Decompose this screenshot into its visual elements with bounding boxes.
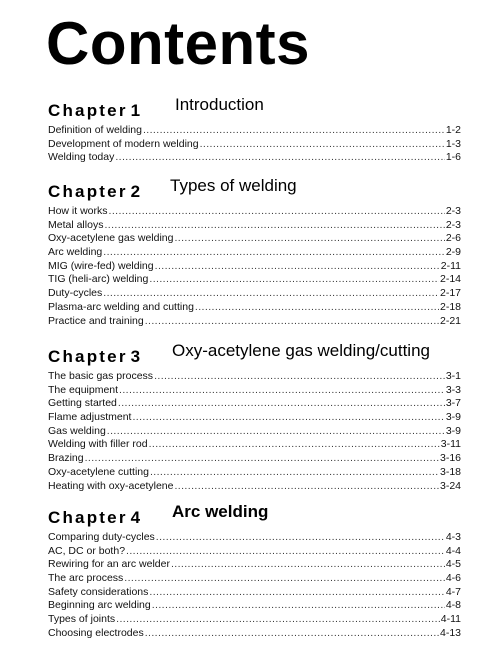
toc-entry-page: 3-3 (445, 383, 461, 396)
toc-entry-page: 4-4 (445, 544, 461, 557)
dot-leader (103, 246, 445, 260)
toc-entry-title: MIG (wire-fed) welding (48, 259, 154, 272)
toc-entry-title: Heating with oxy-acetylene (48, 479, 174, 492)
dot-leader (124, 572, 445, 586)
toc-entry-page: 2-17 (439, 287, 461, 300)
toc-entry-page: 3-24 (439, 479, 461, 492)
page-title: Contents (46, 10, 310, 77)
dot-leader (174, 480, 439, 494)
chapter-number: 1 (130, 101, 141, 120)
toc-list (48, 531, 461, 641)
toc-entry[interactable] (48, 572, 461, 586)
toc-entry[interactable] (48, 370, 461, 384)
dot-leader (145, 315, 439, 329)
toc-entry-title: Duty-cycles (48, 287, 103, 300)
chapter-heading (48, 176, 461, 200)
dot-leader (150, 466, 439, 480)
toc-entry-title: Oxy-acetylene gas welding (48, 232, 174, 245)
chapter-title: Types of welding (170, 176, 297, 195)
toc-list (48, 124, 461, 165)
toc-entry-page: 2-6 (445, 232, 461, 245)
toc-entry-title: Metal alloys (48, 218, 104, 231)
chapter-label: Chapter (48, 101, 128, 120)
chapter-4 (48, 502, 461, 641)
toc-entry-title: Welding with filler rod (48, 438, 148, 451)
toc-entry[interactable] (48, 466, 461, 480)
toc-entry[interactable] (48, 531, 461, 545)
dot-leader (132, 411, 444, 425)
toc-entry-title: Choosing electrodes (48, 626, 144, 639)
toc-entry-title: Types of joints (48, 613, 116, 626)
toc-list (48, 205, 461, 328)
toc-entry[interactable] (48, 397, 461, 411)
dot-leader (195, 301, 439, 315)
dot-leader (118, 397, 445, 411)
toc-entry-title: Welding today (48, 151, 115, 164)
dot-leader (116, 613, 440, 627)
toc-entry-title: Safety considerations (48, 585, 149, 598)
toc-entry[interactable] (48, 138, 461, 152)
chapter-2 (48, 176, 461, 328)
chapter-title: Arc welding (172, 502, 269, 521)
toc-entry-page: 4-13 (439, 626, 461, 639)
toc-entry-title: Development of modern welding (48, 137, 199, 150)
toc-entry-page: 3-16 (439, 452, 461, 465)
dot-leader (149, 438, 440, 452)
chapter-number: 4 (130, 508, 141, 527)
chapter-label: Chapter (48, 347, 128, 366)
toc-entry-title: Practice and training (48, 314, 144, 327)
dot-leader (155, 260, 440, 274)
chapter-3 (48, 341, 461, 493)
toc-entry-title: TIG (heli-arc) welding (48, 273, 149, 286)
toc-entry-title: Oxy-acetylene cutting (48, 465, 149, 478)
toc-entry-page: 2-21 (439, 314, 461, 327)
dot-leader (145, 627, 439, 641)
chapter-label: Chapter (48, 508, 128, 527)
chapter-label: Chapter (48, 182, 128, 201)
toc-list (48, 370, 461, 493)
toc-entry-title: Brazing (48, 452, 84, 465)
toc-entry-page: 4-3 (445, 531, 461, 543)
toc-entry-page: 3-1 (445, 370, 461, 382)
toc-entry-title: Beginning arc welding (48, 599, 151, 612)
chapter-1 (48, 95, 461, 165)
toc-entry-page: 2-14 (439, 273, 461, 286)
toc-entry-title: Rewiring for an arc welder (48, 558, 170, 571)
toc-entry-page: 4-6 (445, 572, 461, 585)
toc-entry[interactable] (48, 480, 461, 494)
toc-entry-page: 1-3 (445, 137, 461, 150)
toc-entry-title: Getting started (48, 397, 117, 410)
toc-entry[interactable] (48, 452, 461, 466)
toc-entry[interactable] (48, 287, 461, 301)
chapter-title: Introduction (175, 95, 264, 114)
toc-entry[interactable] (48, 301, 461, 315)
dot-leader (104, 219, 444, 233)
dot-leader (143, 124, 445, 138)
chapter-title: Oxy-acetylene gas welding/cutting (172, 341, 430, 360)
dot-leader (154, 370, 445, 384)
dot-leader (119, 384, 445, 398)
chapter-heading (48, 502, 461, 526)
chapter-number: 2 (130, 182, 141, 201)
toc-entry-page: 3-9 (445, 411, 461, 424)
toc-entry-title: Comparing duty-cycles (48, 531, 155, 543)
dot-leader (107, 425, 445, 439)
chapter-heading (48, 95, 461, 119)
toc-entry-page: 3-18 (439, 465, 461, 478)
toc-entry[interactable] (48, 627, 461, 641)
toc-entry[interactable] (48, 260, 461, 274)
toc-entry-page: 2-11 (440, 259, 461, 272)
toc-entry-page: 2-3 (445, 205, 461, 217)
toc-entry[interactable] (48, 151, 461, 165)
dot-leader (152, 599, 445, 613)
toc-entry-page: 3-9 (445, 424, 461, 437)
toc-entry[interactable] (48, 586, 461, 600)
dot-leader (200, 138, 445, 152)
toc-entry[interactable] (48, 124, 461, 138)
chapter-heading (48, 341, 461, 365)
toc-entry[interactable] (48, 232, 461, 246)
dot-leader (156, 531, 445, 545)
toc-entry[interactable] (48, 558, 461, 572)
dot-leader (103, 287, 439, 301)
toc-entry-title: The arc process (48, 572, 124, 585)
toc-entry-title: Flame adjustment (48, 411, 132, 424)
toc-entry-title: How it works (48, 205, 108, 217)
toc-entry[interactable] (48, 411, 461, 425)
dot-leader (149, 273, 439, 287)
dot-leader (115, 151, 444, 165)
toc-entry-page: 4-8 (445, 599, 461, 612)
toc-entry-page: 3-11 (440, 438, 461, 451)
toc-entry-page: 4-7 (445, 585, 461, 598)
dot-leader (126, 545, 445, 559)
toc-entry[interactable] (48, 315, 461, 329)
toc-entry-page: 2-9 (445, 246, 461, 259)
toc-entry[interactable] (48, 219, 461, 233)
toc-entry-title: The basic gas process (48, 370, 154, 382)
dot-leader (85, 452, 439, 466)
toc-entry-page: 4-11 (440, 613, 461, 626)
toc-entry-title: Gas welding (48, 424, 106, 437)
dot-leader (171, 558, 445, 572)
toc-entry-page: 2-3 (445, 218, 461, 231)
toc-entry-title: The equipment (48, 383, 119, 396)
dot-leader (109, 205, 445, 219)
toc-entry[interactable] (48, 205, 461, 219)
toc-entry-page: 1-2 (445, 124, 461, 136)
toc-entry-title: AC, DC or both? (48, 544, 126, 557)
toc-entry[interactable] (48, 384, 461, 398)
toc-entry-page: 1-6 (445, 151, 461, 164)
dot-leader (149, 586, 444, 600)
toc-entry[interactable] (48, 613, 461, 627)
toc-entry-title: Definition of welding (48, 124, 142, 136)
toc-entry[interactable] (48, 545, 461, 559)
toc-entry[interactable] (48, 438, 461, 452)
toc-entry[interactable] (48, 273, 461, 287)
toc-entry[interactable] (48, 599, 461, 613)
chapter-number: 3 (130, 347, 141, 366)
toc-entry[interactable] (48, 425, 461, 439)
toc-entry-page: 2-18 (439, 300, 461, 313)
toc-entry-page: 4-5 (445, 558, 461, 571)
toc-entry-title: Plasma-arc welding and cutting (48, 300, 194, 313)
toc-entry-title: Arc welding (48, 246, 103, 259)
toc-entry-page: 3-7 (445, 397, 461, 410)
dot-leader (174, 232, 444, 246)
toc-entry[interactable] (48, 246, 461, 260)
